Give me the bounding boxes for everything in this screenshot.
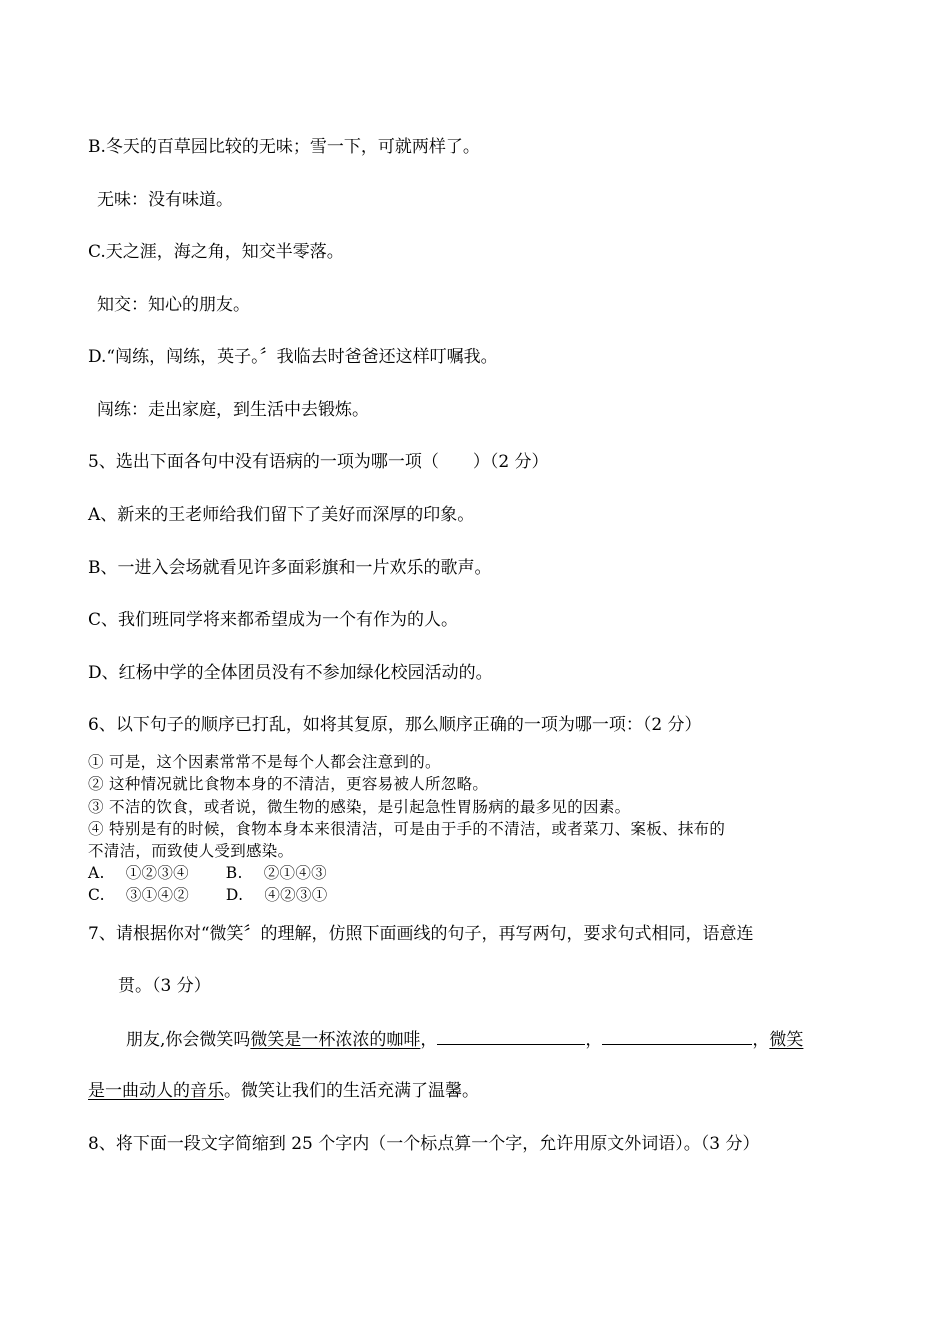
q6-sentence-4-cont: 不清洁，而致使人受到感染。: [88, 842, 294, 860]
q7-underlined-sentence-2-end: 是一曲动人的音乐: [88, 1081, 224, 1101]
q5-option-b: B、一进入会场就看见许多面彩旗和一片欢乐的歌声。: [88, 558, 492, 578]
q7-rest: 。微笑让我们的生活充满了温馨。: [224, 1081, 479, 1101]
q4-option-c-definition: 知交：知心的朋友。: [97, 295, 250, 315]
q5-option-c: C、我们班同学将来都希望成为一个有作为的人。: [88, 610, 459, 630]
q7-lead: 朋友,你会微笑吗: [126, 1030, 251, 1050]
q7-answer-blank-2[interactable]: [602, 1028, 752, 1045]
question-7: 7、请根据你对“微笑〞的理解，仿照下面画线的句子，再写两句，要求句式相同，语意连: [88, 924, 754, 944]
q7-comma-3: ，: [752, 1030, 770, 1050]
q6-sentence-2: ② 这种情况就比食物本身的不清洁，更容易被人所忽略。: [88, 775, 489, 793]
q7-example-line-2: [88, 1080, 479, 1102]
q6-sentence-3: ③ 不洁的饮食，或者说，微生物的感染，是引起急性胃肠病的最多见的因素。: [88, 798, 631, 816]
q5-option-d: D、红杨中学的全体团员没有不参加绿化校园活动的。: [88, 663, 493, 683]
q6-options-cd: C. ③①④② D. ④②③①: [88, 886, 328, 904]
q6-options-ab: A. ①②③④ B. ②①④③: [88, 864, 327, 882]
q7-underlined-sentence-1: 微笑是一杯浓浓的咖啡: [250, 1030, 421, 1050]
q5-option-a: A、新来的王老师给我们留下了美好而深厚的印象。: [88, 505, 475, 525]
q7-comma: ，: [420, 1030, 438, 1050]
q4-option-b: B.冬天的百草园比较的无味；雪一下，可就两样了。: [88, 137, 480, 157]
question-6: 6、以下句子的顺序已打乱，如将其复原，那么顺序正确的一项为哪一项：（2 分）: [88, 715, 702, 735]
question-5: 5、选出下面各句中没有语病的一项为哪一项（ ）（2 分）: [88, 452, 549, 472]
q7-answer-blank-1[interactable]: [437, 1028, 585, 1045]
q7-comma-2: ，: [585, 1030, 603, 1050]
q4-option-c: C.天之涯，海之角，知交半零落。: [88, 242, 344, 262]
q6-sentence-1: ① 可是，这个因素常常不是每个人都会注意到的。: [88, 753, 441, 771]
q4-option-d-definition: 闯练：走出家庭，到生活中去锻炼。: [97, 400, 369, 420]
q4-option-b-definition: 无味：没有味道。: [97, 190, 233, 210]
q7-example-line-1: [126, 1028, 803, 1051]
q4-option-d: D.“闯练，闯练，英子。〞我临去时爸爸还这样叮嘱我。: [88, 347, 498, 367]
question-7-cont: 贯。（3 分）: [118, 976, 211, 996]
q7-underlined-sentence-2-start: 微笑: [769, 1030, 804, 1050]
question-8: 8、将下面一段文字简缩到 25 个字内（一个标点算一个字，允许用原文外词语）。（3 分）: [88, 1134, 760, 1154]
q6-sentence-4: ④ 特别是有的时候，食物本身本来很清洁，可是由于手的不清洁，或者菜刀、案板、抹布的: [88, 820, 726, 838]
